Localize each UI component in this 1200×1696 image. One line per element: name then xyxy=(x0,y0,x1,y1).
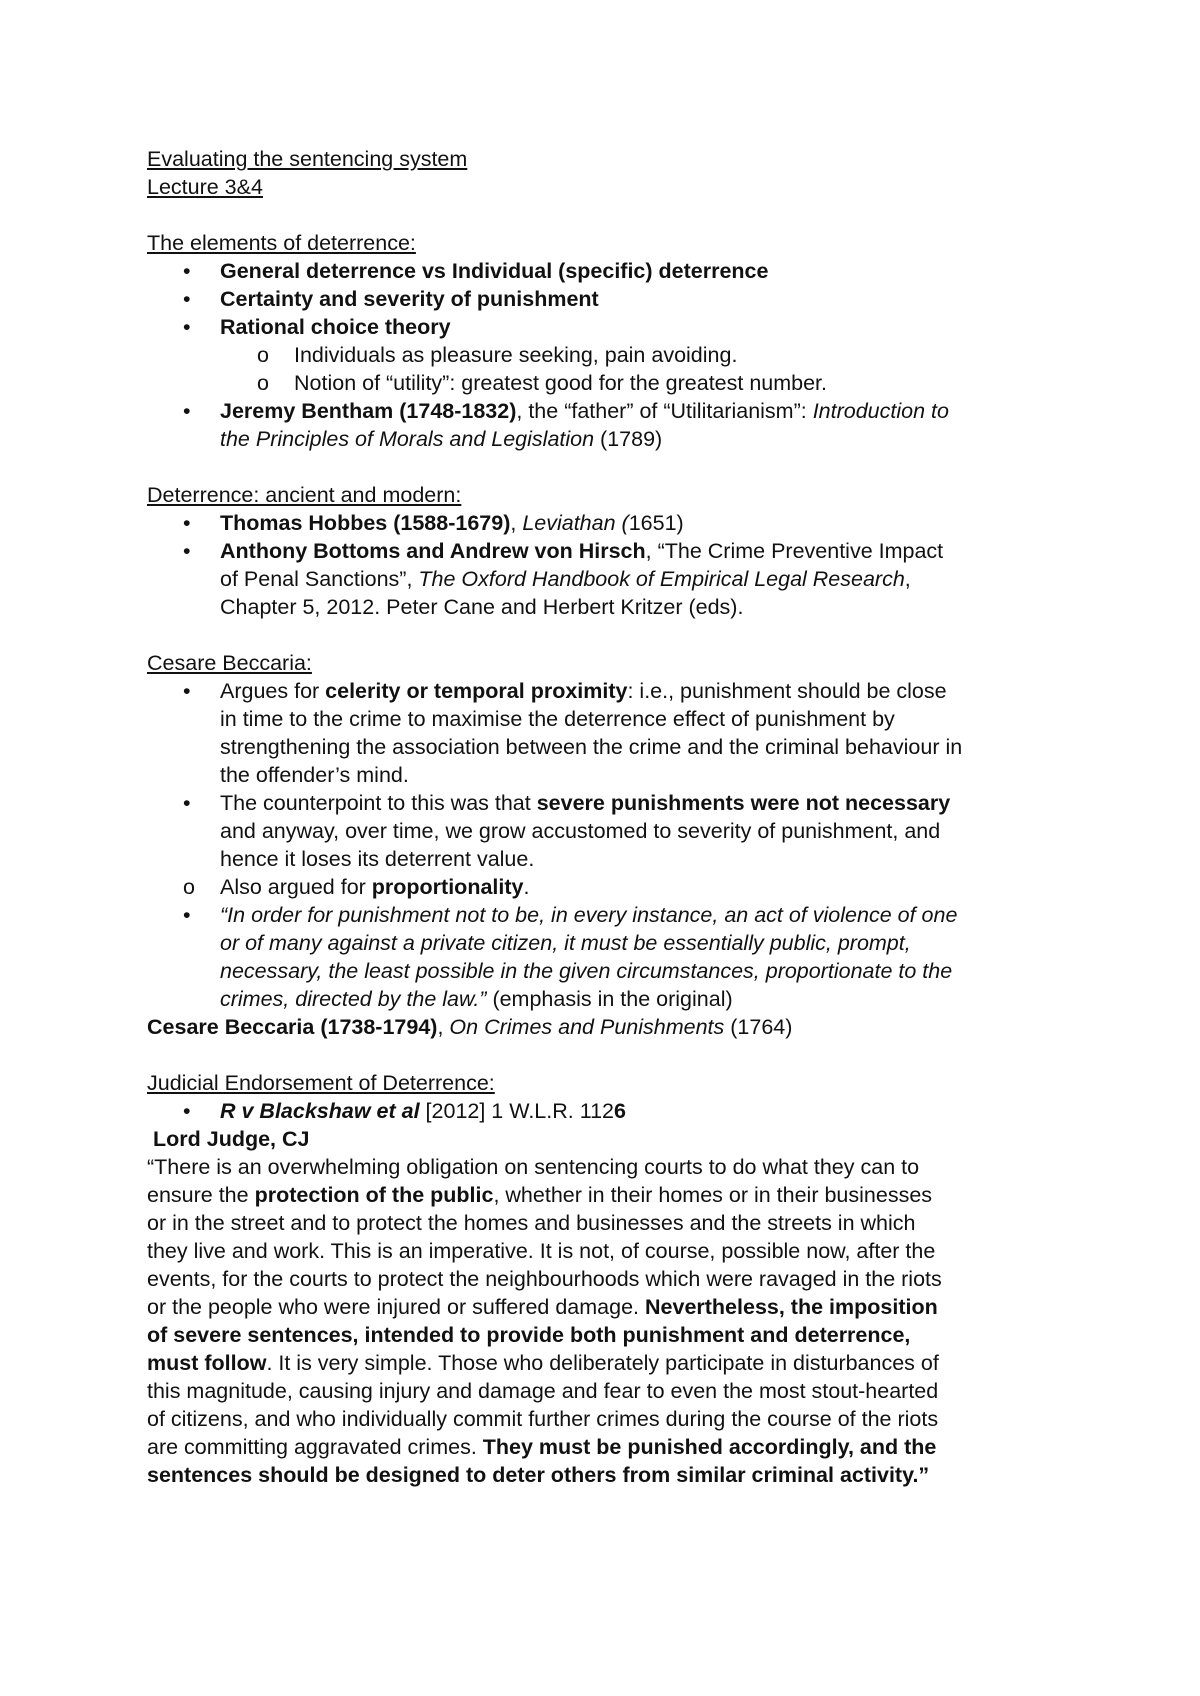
emphasis-text: Nevertheless, the imposition xyxy=(645,1295,938,1319)
quote-text: necessary, the least possible in the given circumstances, proportionate to the xyxy=(220,959,953,983)
bullet-marker: • xyxy=(183,259,191,283)
item-text: hence it loses its deterrent value. xyxy=(220,847,535,871)
author-name: Thomas Hobbes (1588-1679) xyxy=(220,511,511,535)
item-text: (emphasis in the original) xyxy=(486,987,733,1011)
bullet-marker: • xyxy=(183,791,191,815)
item-text: Notion of “utility”: greatest good for the greatest number. xyxy=(294,371,828,395)
paragraph-line xyxy=(147,1349,1077,1377)
section-heading-elements: The elements of deterrence: xyxy=(147,231,416,255)
list-item xyxy=(147,397,1077,425)
book-title: On Crimes and Punishments xyxy=(449,1015,725,1039)
quote-text: crimes, directed by the law.” xyxy=(220,987,487,1011)
paragraph-line xyxy=(147,1461,1077,1489)
paragraph-text: they live and work. This is an imperative. It is not, of course, possible now, after the xyxy=(147,1239,936,1263)
list-item-continuation xyxy=(147,845,1077,873)
list-item-continuation xyxy=(147,957,1077,985)
paragraph-text: this magnitude, causing injury and damage and fear to even the most stout-hearted xyxy=(147,1379,939,1403)
item-text: , xyxy=(510,511,523,535)
paragraph-line xyxy=(147,1321,1077,1349)
paragraph-text: or in the street and to protect the homes and businesses and the streets in which xyxy=(147,1211,916,1235)
paragraph-text: events, for the courts to protect the neighbourhoods which were ravaged in the riots xyxy=(147,1267,942,1291)
paragraph-line xyxy=(147,1153,1077,1181)
emphasis-text: They must be punished accordingly, and the xyxy=(482,1435,937,1459)
paragraph-text: of citizens, and who individually commit further crimes during the course of the riots xyxy=(147,1407,939,1431)
item-text: strengthening the association between the crime and the criminal behaviour in xyxy=(220,735,963,759)
paragraph-line xyxy=(147,1237,1077,1265)
author-name: Jeremy Bentham (1748-1832) xyxy=(220,399,517,423)
item-text: 6 xyxy=(614,1099,626,1123)
list-item xyxy=(147,313,1077,341)
circle-marker: o xyxy=(183,875,195,899)
list-item xyxy=(147,677,1077,705)
document-title: Evaluating the sentencing system xyxy=(147,147,468,171)
item-text: , the “father” of “Utilitarianism”: xyxy=(516,399,813,423)
list-item-continuation xyxy=(147,761,1077,789)
item-text: , xyxy=(437,1015,450,1039)
author-name: Anthony Bottoms and Andrew von Hirsch xyxy=(220,539,646,563)
emphasis-text: of severe sentences, intended to provide both punishment and deterrence, xyxy=(147,1323,911,1347)
item-text: Certainty and severity of punishment xyxy=(220,287,599,311)
paragraph-line xyxy=(147,1433,1077,1461)
paragraph-text: “There is an overwhelming obligation on sentencing courts to do what they can to xyxy=(147,1155,920,1179)
paragraph-text: or the people who were injured or suffered damage. xyxy=(147,1295,645,1319)
circle-marker: o xyxy=(257,371,269,395)
list-item-continuation xyxy=(147,705,1077,733)
circle-marker: o xyxy=(257,343,269,367)
paragraph-line xyxy=(147,1265,1077,1293)
item-text: : i.e., punishment should be close xyxy=(627,679,947,703)
spacer xyxy=(147,201,1077,229)
item-text: The counterpoint to this was that xyxy=(220,791,537,815)
item-text: 1651) xyxy=(628,511,684,535)
book-title: Leviathan ( xyxy=(522,511,629,535)
paragraph-text: ensure the xyxy=(147,1183,255,1207)
bullet-marker: • xyxy=(183,511,191,535)
list-item-continuation xyxy=(147,425,1077,453)
emphasis-text: protection of the public xyxy=(254,1183,494,1207)
item-text: and anyway, over time, we grow accustomed to severity of punishment, and xyxy=(220,819,941,843)
bullet-marker: • xyxy=(183,399,191,423)
author-name: Cesare Beccaria (1738-1794) xyxy=(147,1015,438,1039)
item-text: . xyxy=(523,875,530,899)
list-item-continuation xyxy=(147,929,1077,957)
list-item xyxy=(147,901,1077,929)
emphasis-text: celerity or temporal proximity xyxy=(325,679,628,703)
list-item-continuation xyxy=(147,985,1077,1013)
bullet-marker: • xyxy=(183,539,191,563)
item-text: of Penal Sanctions”, xyxy=(220,567,419,591)
quote-text: “In order for punishment not to be, in every instance, an act of violence of one xyxy=(220,903,958,927)
section-heading-ancient: Deterrence: ancient and modern: xyxy=(147,483,462,507)
document-subtitle: Lecture 3&4 xyxy=(147,175,263,199)
item-text: (1764) xyxy=(724,1015,793,1039)
item-text: Rational choice theory xyxy=(220,315,451,339)
emphasis-text: sentences should be designed to deter others from similar criminal activity.” xyxy=(147,1463,930,1487)
sub-list-item xyxy=(147,341,1077,369)
list-item xyxy=(147,257,1077,285)
paragraph-text: . It is very simple. Those who deliberately participate in disturbances of xyxy=(266,1351,939,1375)
spacer xyxy=(147,621,1077,649)
case-name: R v Blackshaw et al xyxy=(220,1099,420,1123)
spacer xyxy=(147,453,1077,481)
list-item xyxy=(147,537,1077,565)
document-body xyxy=(147,145,1077,1489)
list-item-continuation xyxy=(147,817,1077,845)
paragraph-text: are committing aggravated crimes. xyxy=(147,1435,483,1459)
paragraph-line xyxy=(147,1405,1077,1433)
list-item xyxy=(147,1097,1077,1125)
list-item xyxy=(147,285,1077,313)
item-text: Also argued for xyxy=(220,875,372,899)
book-title: the Principles of Morals and Legislation xyxy=(220,427,595,451)
item-text: General deterrence vs Individual (specific) deterrence xyxy=(220,259,769,283)
judge-line xyxy=(147,1125,1077,1153)
book-title: Introduction to xyxy=(812,399,949,423)
list-item xyxy=(147,789,1077,817)
section-heading-judicial: Judicial Endorsement of Deterrence: xyxy=(147,1071,495,1095)
item-text: Argues for xyxy=(220,679,326,703)
list-item-continuation xyxy=(147,733,1077,761)
citation-line xyxy=(147,1013,1077,1041)
list-item xyxy=(147,509,1077,537)
item-text: , “The Crime Preventive Impact xyxy=(645,539,944,563)
spacer xyxy=(147,1041,1077,1069)
paragraph-line xyxy=(147,1181,1077,1209)
item-text: in time to the crime to maximise the deterrence effect of punishment by xyxy=(220,707,895,731)
paragraph-line xyxy=(147,1209,1077,1237)
item-text: (1789) xyxy=(594,427,663,451)
bullet-marker: • xyxy=(183,287,191,311)
section-heading-beccaria: Cesare Beccaria: xyxy=(147,651,312,675)
item-text: Chapter 5, 2012. Peter Cane and Herbert Kritzer (eds). xyxy=(220,595,744,619)
list-item xyxy=(147,873,1077,901)
bullet-marker: • xyxy=(183,315,191,339)
paragraph-line xyxy=(147,1377,1077,1405)
item-text: [2012] 1 W.L.R. 112 xyxy=(419,1099,614,1123)
list-item-continuation xyxy=(147,593,1077,621)
sub-list-item xyxy=(147,369,1077,397)
paragraph-text: , whether in their homes or in their businesses xyxy=(493,1183,933,1207)
bullet-marker: • xyxy=(183,679,191,703)
judge-name: Lord Judge, CJ xyxy=(153,1127,310,1151)
item-text: the offender’s mind. xyxy=(220,763,409,787)
bullet-marker: • xyxy=(183,903,191,927)
emphasis-text: must follow xyxy=(147,1351,267,1375)
item-text: , xyxy=(904,567,911,591)
paragraph-line xyxy=(147,1293,1077,1321)
quote-text: or of many against a private citizen, it must be essentially public, prompt, xyxy=(220,931,911,955)
bullet-marker: • xyxy=(183,1099,191,1123)
emphasis-text: proportionality xyxy=(371,875,524,899)
emphasis-text: severe punishments were not necessary xyxy=(536,791,951,815)
item-text: Individuals as pleasure seeking, pain avoiding. xyxy=(294,343,738,367)
book-title: The Oxford Handbook of Empirical Legal Research xyxy=(418,567,905,591)
list-item-continuation xyxy=(147,565,1077,593)
